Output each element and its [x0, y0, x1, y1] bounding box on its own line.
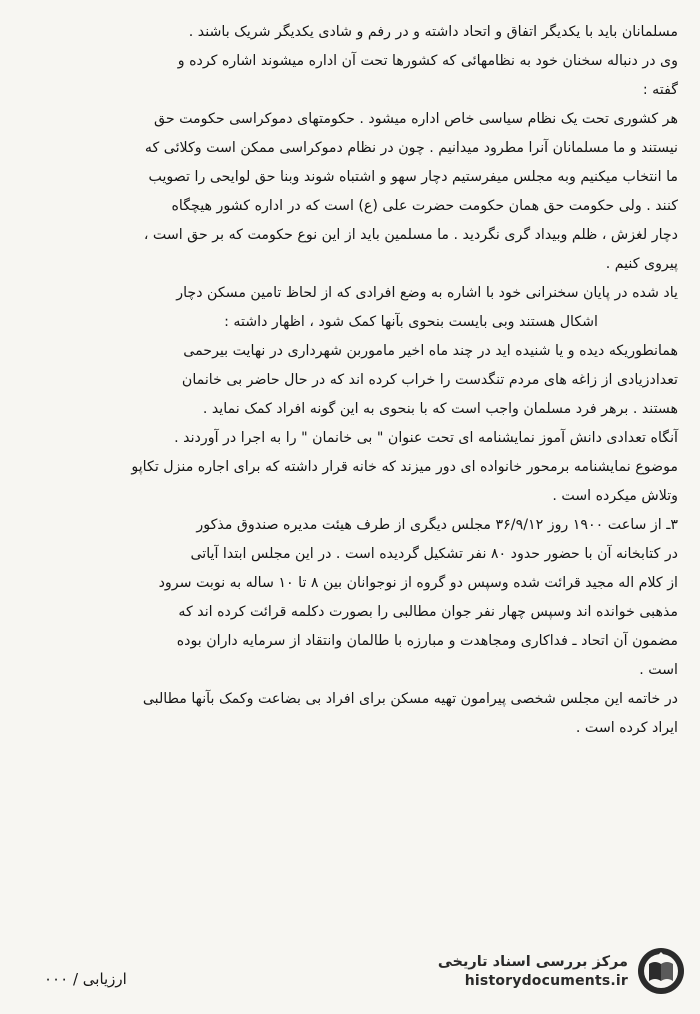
document-line: آنگاه تعدادی دانش آموز نمایشنامه ای تحت عنوان " بی خانمان " را به اجرا در آوردند .	[174, 430, 678, 446]
document-line: هستند . برهر فرد مسلمان واجب است که با بنحوی به این گونه افراد کمک نماید .	[202, 401, 678, 417]
document-line: تعدادزیادی از زاغه های مردم تنگدست را خراب کرده اند که در حال حاضر بی خانمان	[181, 372, 678, 388]
document-line: در خاتمه این مجلس شخصی پیرامون تهیه مسکن برای افراد بی بضاعت وکمک بآنها مطالبی	[142, 691, 678, 707]
document-line: مذهبی خوانده اند وسپس چهار نفر جوان مطالبی را بصورت دکلمه قرائت کرده اند که	[178, 604, 678, 620]
document-line: اشکال هستند وبی بایست بنحوی بآنها کمک شود ، اظهار داشته :	[224, 314, 598, 330]
evaluation-signature: ارزیابی / ۰۰۰	[44, 970, 127, 988]
document-line: وتلاش میکرده است .	[552, 488, 678, 504]
document-line: گفته :	[642, 82, 678, 98]
document-archive-logo-icon	[636, 946, 686, 996]
watermark	[438, 946, 686, 996]
document-line: یاد شده در پایان سخنرانی خود با اشاره به وضع افرادی که از لحاظ تامین مسکن دچار	[176, 285, 678, 301]
document-line: در کتابخانه آن با حضور حدود ۸۰ نفر تشکیل گردیده است . در این مجلس ابتدا آیاتی	[190, 546, 678, 562]
document-line: وی در دنباله سخنان خود به نظامهائی که کشورها تحت آن اداره میشوند اشاره کرده و	[177, 53, 678, 69]
document-line: از کلام اله مجید قرائت شده وسپس دو گروه از نوجوانان بین ۸ تا ۱۰ ساله به نوبت سرود	[158, 575, 678, 591]
document-line: مسلمانان باید با یکدیگر اتفاق و اتحاد داشته و در رفم و شادی یکدیگر شریک باشند .	[188, 24, 678, 40]
document-line: کنند . ولی حکومت حق همان حکومت حضرت علی (ع) است که در اداره کشور هیچگاه	[171, 198, 678, 214]
document-line: هر کشوری تحت یک نظام سیاسی خاص اداره میشود . حکومتهای دموکراسی حکومت حق	[154, 111, 678, 127]
document-body	[22, 18, 678, 743]
document-line: نیستند و ما مسلمانان آنرا مطرود میدانیم . چون در نظام دموکراسی ممکن است وکلائی که	[144, 140, 678, 156]
watermark-text	[438, 952, 628, 990]
document-line: ۳ـ از ساعت ۱۹۰۰ روز ۳۶/۹/۱۲ مجلس دیگری از طرف هیئت مدیره صندوق مذکور	[196, 517, 678, 533]
document-line: مضمون آن اتحاد ـ فداکاری ومجاهدت و مبارزه با طالمان وانتقاد از سرمایه داران بوده	[176, 633, 678, 649]
document-line: ما انتخاب میکنیم وبه مجلس میفرستیم دچار سهو و اشتباه شوند وبنا حق لوایحی را تصویب	[148, 169, 678, 185]
document-line: پیروی کنیم .	[605, 256, 678, 272]
document-line: است .	[639, 662, 678, 678]
document-line: همانطوریکه دیده و یا شنیده اید در چند ماه اخیر ماموربن شهرداری در نهایت بیرحمی	[183, 343, 678, 359]
watermark-url: historydocuments.ir	[464, 973, 628, 989]
document-footer	[0, 918, 700, 1014]
document-line: دچار لغزش ، ظلم وبیداد گری نگردید . ما مسلمین باید از این نوع حکومت که بر حق است ،	[143, 227, 678, 243]
document-line: موضوع نمایشنامه برمحور خانواده ای دور میزند که خانه قرار داشته که برای اجاره منزل تکاپو	[131, 459, 678, 475]
document-line: ایراد کرده است .	[575, 720, 678, 736]
watermark-title: مرکز بررسی اسناد تاریخی	[437, 954, 628, 970]
